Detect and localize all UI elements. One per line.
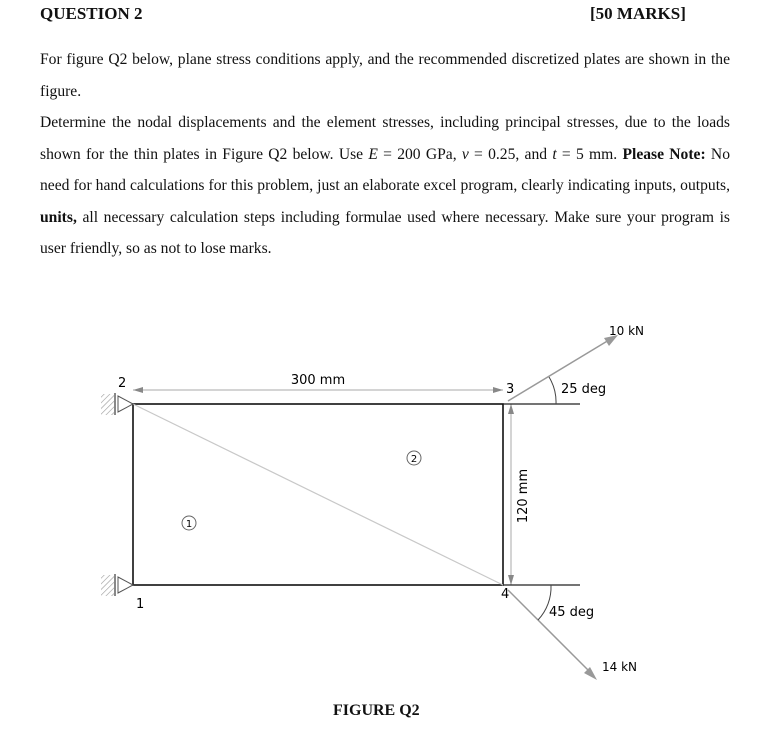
load-top-magnitude: 10 kN xyxy=(609,324,645,338)
symbol-nu: ν xyxy=(461,145,469,163)
load-top-angle: 25 deg xyxy=(561,382,607,397)
text-segment: = 5 mm. xyxy=(556,145,623,163)
angle-arc-top xyxy=(549,377,556,404)
node-label-4: 4 xyxy=(501,587,510,602)
figure-drawing xyxy=(0,300,766,744)
node-label-1: 1 xyxy=(136,597,145,612)
node-label-2: 2 xyxy=(118,376,127,391)
load-arrow-bottom xyxy=(508,590,594,676)
load-bottom-magnitude: 14 kN xyxy=(602,660,638,674)
element-label-2: 2 xyxy=(410,454,418,465)
node-label-3: 3 xyxy=(506,382,515,397)
figure-caption: FIGURE Q2 xyxy=(333,702,420,719)
text-segment: all necessary calculation steps including formulae used where necessary. Make sure your program is user friendly, so as not to lose marks. xyxy=(40,208,730,257)
element-label-1: 1 xyxy=(185,519,193,530)
dimension-arrow xyxy=(508,575,514,585)
paragraph-instructions xyxy=(40,107,730,265)
dimension-arrow xyxy=(133,387,143,393)
question-title: QUESTION 2 xyxy=(40,4,143,23)
units-word: units, xyxy=(40,208,77,226)
dimension-arrow xyxy=(493,387,503,393)
figure-q2 xyxy=(0,300,766,744)
text-segment: = 200 GPa, xyxy=(377,145,462,163)
question-marks: [50 MARKS] xyxy=(590,4,686,23)
dimension-arrow xyxy=(508,404,514,414)
height-label: 120 mm xyxy=(516,468,531,524)
text-segment: = 0.25, and xyxy=(468,145,553,163)
load-bottom-angle: 45 deg xyxy=(549,605,595,620)
element-divider xyxy=(133,404,503,585)
symbol-t: t xyxy=(552,145,557,163)
note-label: Please Note: xyxy=(622,145,706,163)
text-segment: Determine the nodal displacements and the element stresses, including principal stresses, due to the loads shown for the thin plates in Figure Q2 below. Use xyxy=(40,114,730,163)
text-segment: No need for hand calculations for this problem, just an elaborate excel program, clearly indicating inputs, outputs, xyxy=(40,145,730,194)
pin-support-bottom xyxy=(101,574,133,596)
paragraph-intro: For figure Q2 below, plane stress conditions apply, and the recommended discretized plates are shown in the figure. xyxy=(40,51,730,100)
width-label: 300 mm xyxy=(290,373,346,388)
pin-support-top xyxy=(101,393,133,415)
symbol-e: E xyxy=(368,145,378,163)
